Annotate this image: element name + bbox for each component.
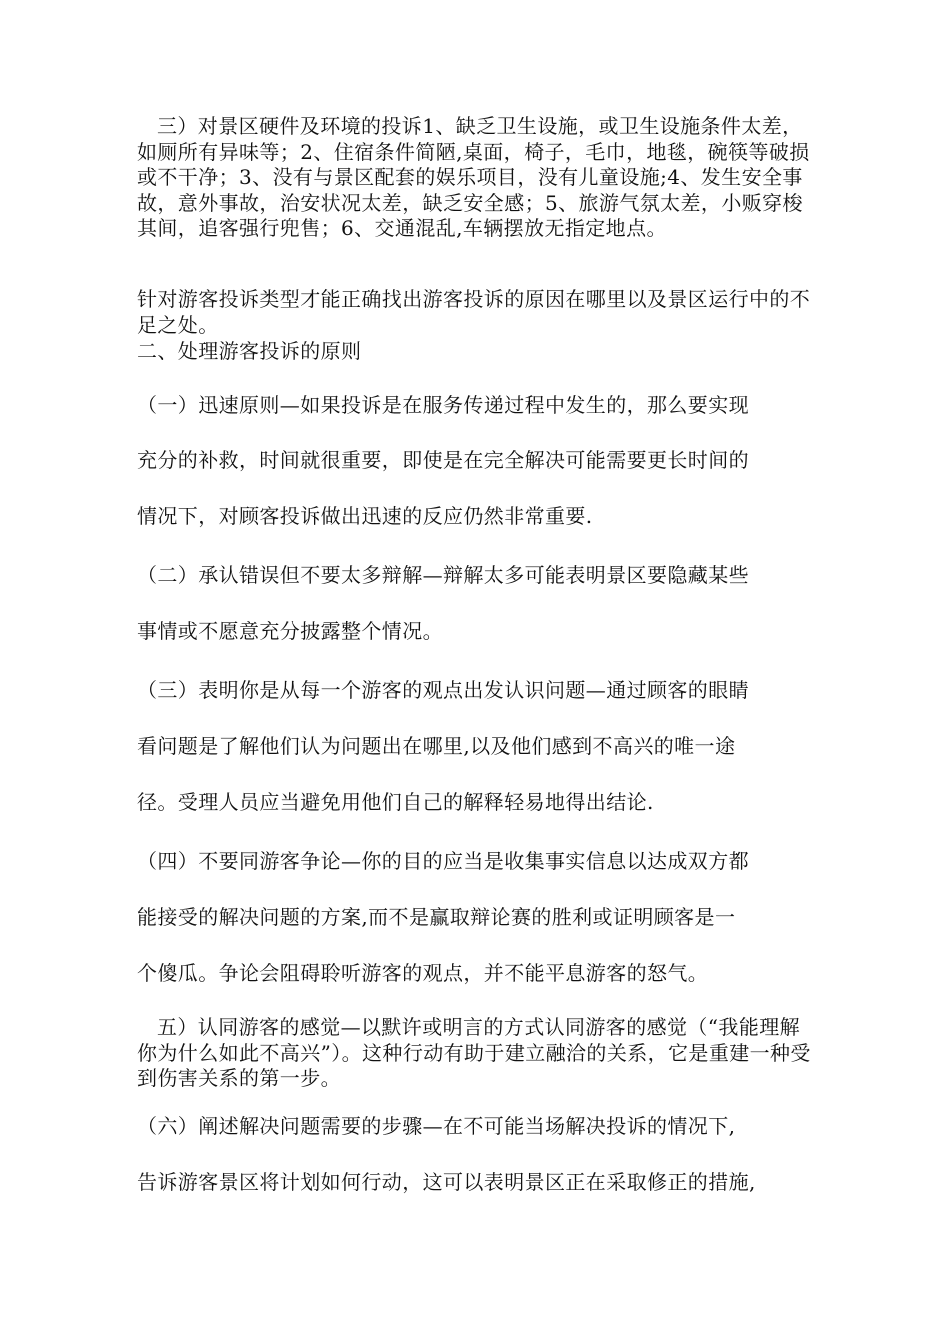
principle-5-paragraph: 五）认同游客的感觉—以默许或明言的方式认同游客的感觉（“我能理解你为什么如此不高兴”）。这种行动有助于建立融洽的关系，它是重建一种受到伤害关系的第一步。	[137, 1015, 811, 1090]
principle-1-line-3: 情况下，对顾客投诉做出迅速的反应仍然非常重要.	[137, 504, 593, 528]
paragraph-complaint-types-summary: 针对游客投诉类型才能正确找出游客投诉的原因在哪里以及景区运行中的不足之处。	[137, 287, 811, 337]
principle-4-line-3: 个傻瓜。争论会阻碍聆听游客的观点，并不能平息游客的怒气。	[137, 961, 709, 985]
principle-4-line-1: （四）不要同游客争论—你的目的应当是收集事实信息以达成双方都	[137, 849, 749, 873]
principle-3-line-2: 看问题是了解他们认为问题出在哪里,以及他们感到不高兴的唯一途	[137, 734, 736, 758]
principle-2-line-1: （二）承认错误但不要太多辩解—辩解太多可能表明景区要隐藏某些	[137, 563, 749, 587]
principle-1-line-2: 充分的补救，时间就很重要，即使是在完全解决可能需要更长时间的	[137, 448, 749, 472]
paragraph-hardware-complaints: 三）对景区硬件及环境的投诉1、缺乏卫生设施，或卫生设施条件太差，如厕所有异味等；2、住宿条件简陋,桌面，椅子，毛巾，地毯，碗筷等破损或不干净；3、没有与景区配套的娱乐项目，没有儿童设施;4、发生安全事故，意外事故，治安状况太差，缺乏安全感；5、旅游气氛太差，小贩穿梭其间，追客强行兜售；6、交通混乱,车辆摆放无指定地点。	[137, 114, 810, 240]
principle-3-line-3: 径。受理人员应当避免用他们自己的解释轻易地得出结论.	[137, 790, 654, 814]
principle-4-line-2: 能接受的解决问题的方案,而不是赢取辩论赛的胜利或证明顾客是一	[137, 905, 736, 929]
principle-6-line-1: （六）阐述解决问题需要的步骤—在不可能当场解决投诉的情况下,	[137, 1114, 736, 1138]
principle-3-line-1: （三）表明你是从每一个游客的观点出发认识问题—通过顾客的眼睛	[137, 678, 749, 702]
principle-2-line-2: 事情或不愿意充分披露整个情况。	[137, 619, 443, 643]
section-heading-principles: 二、处理游客投诉的原则	[137, 339, 362, 363]
principle-6-line-2: 告诉游客景区将计划如何行动，这可以表明景区正在采取修正的措施,	[137, 1170, 756, 1194]
principle-1-line-1: （一）迅速原则—如果投诉是在服务传递过程中发生的，那么要实现	[137, 393, 749, 417]
